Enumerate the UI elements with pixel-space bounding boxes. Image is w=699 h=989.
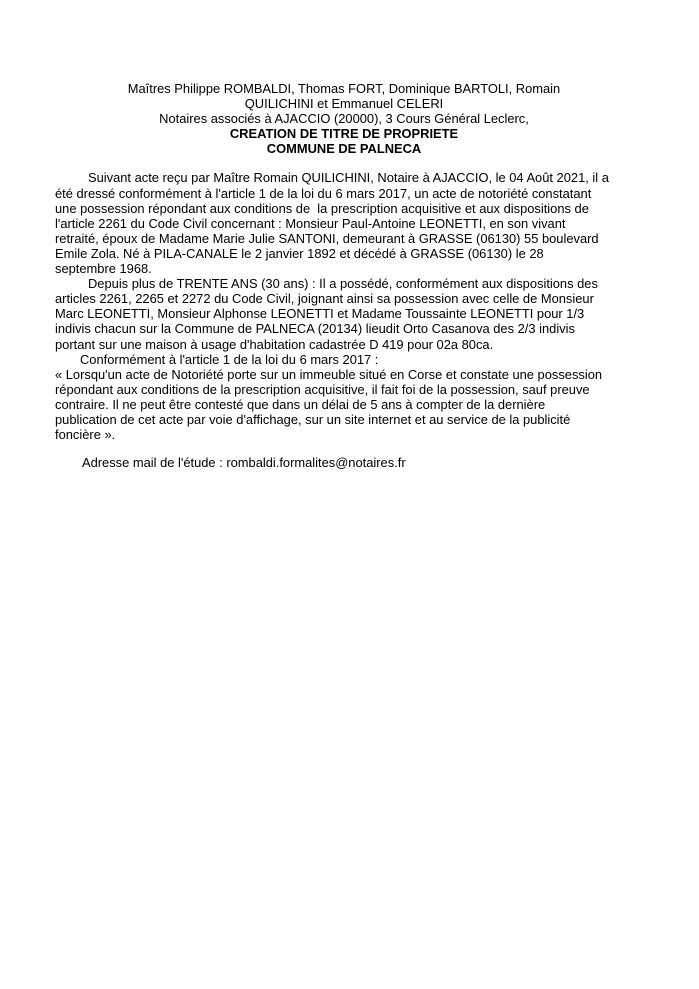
text-line: contraire. Il ne peut être contesté que dans un délai de 5 ans à compter de la dernière [55, 396, 546, 412]
text-line: articles 2261, 2265 et 2272 du Code Civil, joignant ainsi sa possession avec celle de Monsieur [55, 291, 594, 307]
paragraph-possession-trente-ans [55, 276, 633, 351]
paragraph-conformement-loi [55, 352, 633, 367]
header-body-gap [55, 156, 633, 170]
text-line: Emile Zola. Né à PILA-CANALE le 2 janvier 1892 et décédé à GRASSE (06130) le 28 [55, 245, 544, 261]
header-line: Notaires associés à AJACCIO (20000), 3 Cours Général Leclerc, [159, 111, 529, 127]
text-line: retraité, époux de Madame Marie Julie SANTONI, demeurant à GRASSE (06130) 55 boulevard [55, 230, 599, 246]
text-line: indivis chacun sur la Commune de PALNECA (20134) lieudit Orto Casanova des 2/3 indivis [55, 321, 575, 337]
text-line: Depuis plus de TRENTE ANS (30 ans) : Il a possédé, conformément aux dispositions des [88, 276, 598, 292]
text-line: répondant aux conditions de la prescription acquisitive, il fait foi de la possession, sauf preuve [55, 381, 590, 397]
text-line: portant sur une maison à usage d'habitation cadastrée D 419 pour 02a 80ca. [55, 336, 494, 352]
text-line: « Lorsqu'un acte de Notoriété porte sur un immeuble situé en Corse et constate une possession [55, 366, 603, 382]
text-line: été dressé conformément à l'article 1 de la loi du 6 mars 2017, un acte de notoriété constatant [55, 185, 592, 201]
paragraph-acte-recu [55, 170, 633, 276]
text-line: foncière ». [55, 427, 116, 443]
text-line: publication de cet acte par voie d'affichage, sur un site internet et au service de la publicité [55, 411, 571, 427]
text-line: septembre 1968. [55, 261, 152, 277]
text-line: une possession répondant aux conditions de la prescription acquisitive et aux dispositions de [55, 200, 589, 216]
document-body [55, 170, 633, 442]
text-line: Marc LEONETTI, Monsieur Alphonse LEONETTI et Madame Toussainte LEONETTI pour 1/3 [55, 306, 585, 322]
header-line: QUILICHINI et Emmanuel CELERI [244, 96, 444, 112]
study-email-line: Adresse mail de l'étude : rombaldi.formalites@notaires.fr [82, 455, 406, 471]
text-line: Suivant acte reçu par Maître Romain QUILICHINI, Notaire à AJACCIO, le 04 Août 2021, il a [88, 170, 609, 186]
header-lines [55, 81, 633, 156]
text-line: Conformément à l'article 1 de la loi du 6 mars 2017 : [80, 351, 379, 367]
document-header [55, 81, 633, 156]
header-title-line: COMMUNE DE PALNECA [266, 141, 422, 157]
paragraph-citation-loi [55, 367, 633, 442]
header-line: Maîtres Philippe ROMBALDI, Thomas FORT, Dominique BARTOLI, Romain [127, 81, 561, 96]
text-line: l'article 2261 du Code Civil concernant : Monsieur Paul-Antoine LEONETTI, en son vivant [55, 215, 566, 231]
header-title-line: CREATION DE TITRE DE PROPRIETE [229, 126, 459, 142]
